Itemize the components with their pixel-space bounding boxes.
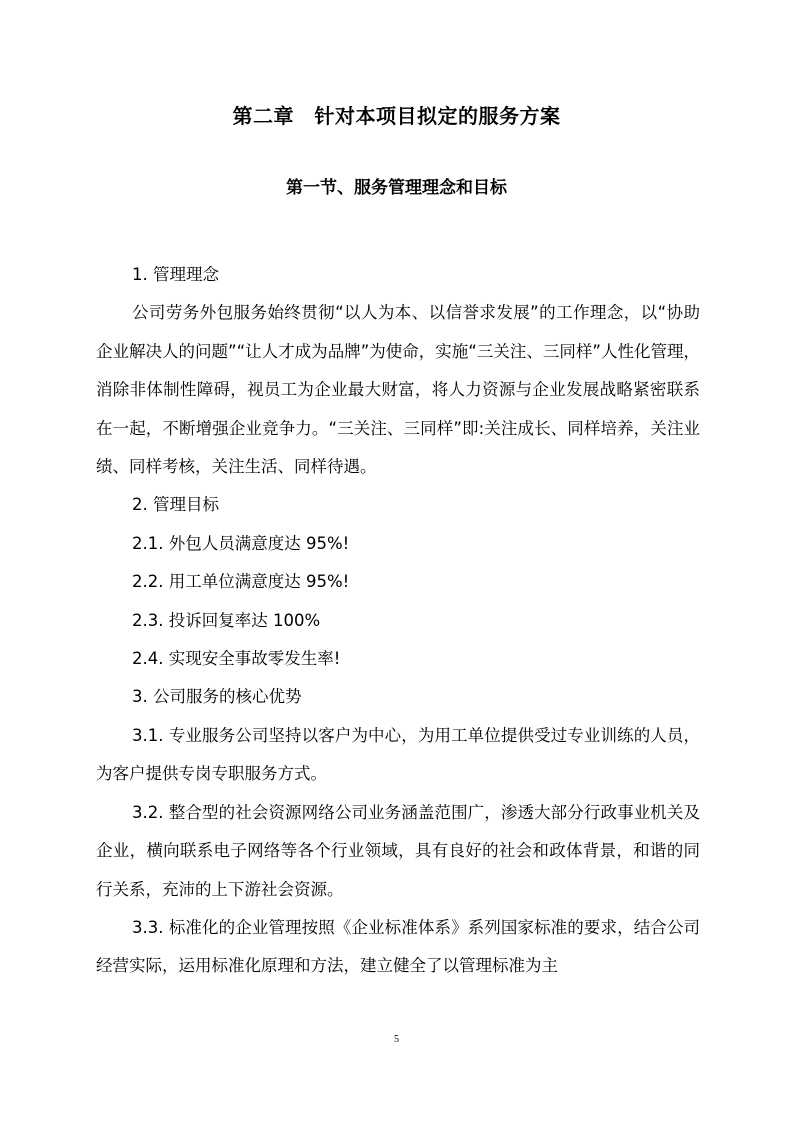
body-text (96, 256, 700, 986)
page-number: 5 (394, 1034, 399, 1045)
goal-item-2-4: 2.4. 实现安全事故零发生率! (132, 649, 341, 669)
heading-management-philosophy: 1. 管理理念 (132, 265, 219, 284)
section-title: 第一节、服务管理理念和目标 (286, 178, 507, 198)
advantage-item-3-3: 3.3. 标准化的企业管理按照《企业标准体系》系列国家标准的要求，结合公司经营实际，运用标准化原理和方法，建立健全了以管理标准为主 (96, 917, 700, 976)
goal-item-2-3: 2.3. 投诉回复率达 100% (132, 610, 321, 630)
goal-item-2-1: 2.1. 外包人员满意度达 95%! (132, 533, 350, 553)
advantage-item-3-2: 3.2. 整合型的社会资源网络公司业务涵盖范围广，渗透大部分行政事业机关及企业，横向联系电子网络等各个行业领域，具有良好的社会和政体背景，和谐的同行关系，充沛的上下游社会资源。 (96, 802, 700, 899)
heading-core-advantages: 3. 公司服务的核心优势 (132, 687, 302, 707)
heading-management-goals: 2. 管理目标 (132, 495, 219, 515)
advantage-item-3-1: 3.1. 专业服务公司坚持以客户为中心，为用工单位提供受过专业训练的人员，为客户提供专岗专职服务方式。 (96, 725, 700, 784)
chapter-title: 第二章 针对本项目拟定的服务方案 (232, 104, 561, 128)
goal-item-2-2: 2.2. 用工单位满意度达 95%! (132, 572, 350, 592)
paragraph-management-philosophy: 公司劳务外包服务始终贯彻“以人为本、以信誉求发展”的工作理念，以“协助企业解决人的问题”“让人才成为品牌”为使命，实施“三关注、三同样”人性化管理，消除非体制性障碍，视员工为企业最大财富，将人力资源与企业发展战略紧密联系在一起，不断增强企业竞争力。“三关注、三同样”即:关注成长、同样培养，关注业绩、同样考核，关注生活、同样待遇。 (96, 303, 700, 477)
